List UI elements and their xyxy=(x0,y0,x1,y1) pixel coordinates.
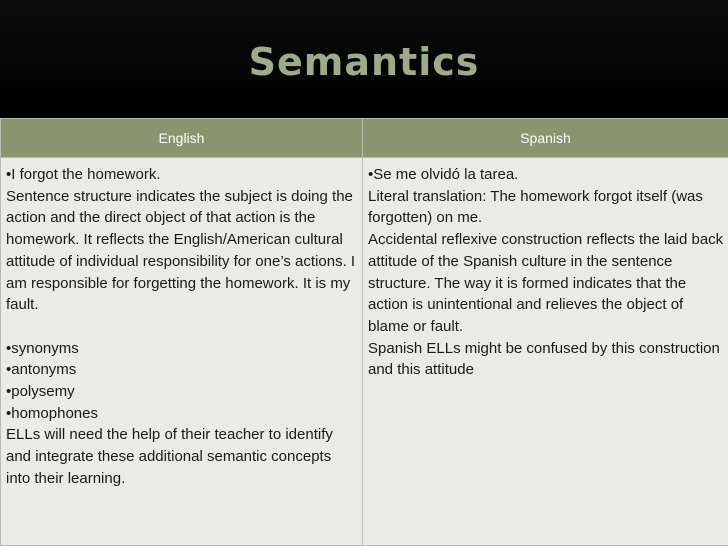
header-spanish: Spanish xyxy=(363,119,728,158)
spanish-ell-note: Spanish ELLs might be confused by this construction and this attitude xyxy=(368,339,720,379)
spanish-literal-translation: Literal translation: The homework forgot itself (was forgotten) on me. xyxy=(368,187,703,227)
english-cell xyxy=(1,158,363,546)
table-body-row xyxy=(1,158,728,546)
comparison-table xyxy=(0,118,728,546)
header-english: English xyxy=(1,119,363,158)
spanish-explanation: Accidental reflexive construction reflects the laid back attitude of the Spanish culture in the sentence structure. The way it is formed indicates that the action is unintentional and relieves the object of blame or fault. xyxy=(368,231,724,335)
english-ell-note: ELLs will need the help of their teacher to identify and integrate these additional semantic concepts into their learning. xyxy=(6,426,333,487)
english-bullet-homophones: •homophones xyxy=(6,404,98,422)
english-bullet-synonyms: •synonyms xyxy=(6,339,79,357)
table-header-row xyxy=(1,119,728,158)
english-bullet-polysemy: •polysemy xyxy=(6,383,75,401)
english-example: •I forgot the homework. xyxy=(6,166,161,183)
spanish-cell xyxy=(363,158,728,546)
english-blank-line xyxy=(6,316,358,338)
spanish-example: •Se me olvidó la tarea. xyxy=(368,166,519,183)
english-explanation: Sentence structure indicates the subject is doing the action and the direct object of that action is the homework. It reflects the English/American cultural attitude of individual responsibility for one’s actions. I am responsible for forgetting the homework. It is my fault. xyxy=(6,187,356,314)
english-bullet-antonyms: •antonyms xyxy=(6,361,77,379)
slide-title: Semantics xyxy=(248,40,480,84)
